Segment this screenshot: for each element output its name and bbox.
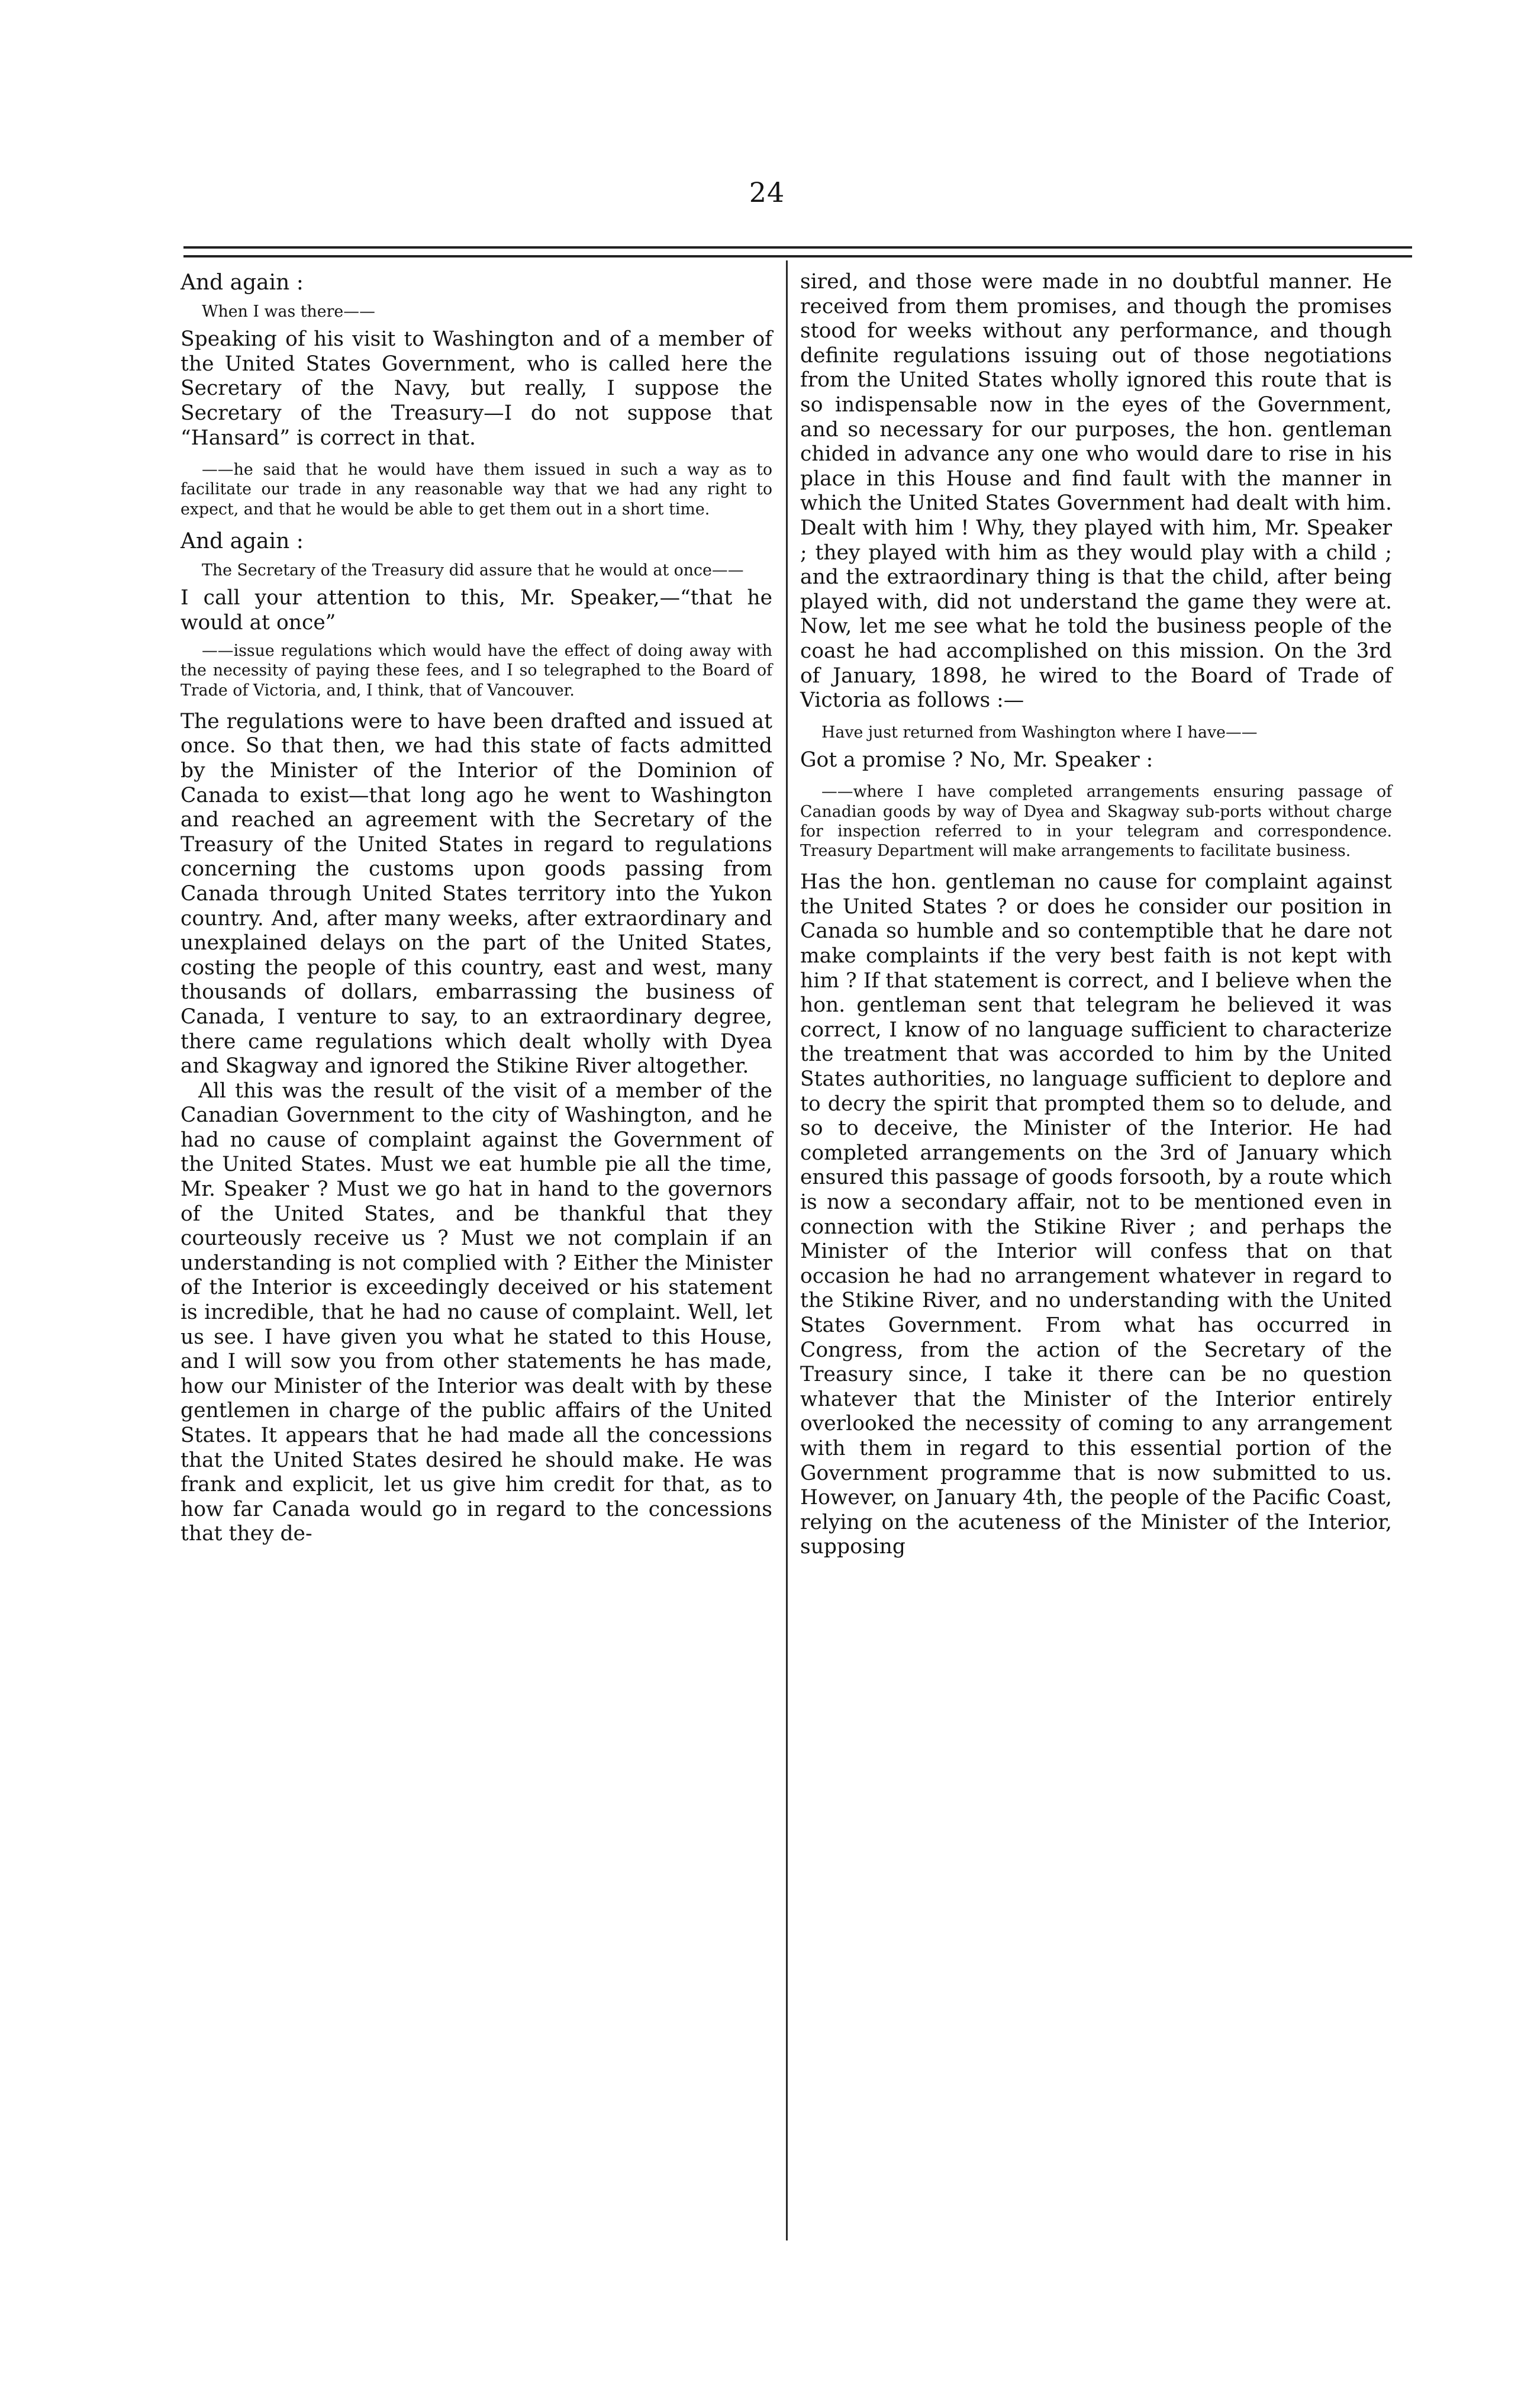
left-column [181,270,772,1547]
right-quote-completed-arrangements: ——where I have completed arrangements ensuring passage of Canadian goods by way of Dyea and Skagway sub-ports without charge for inspection referred to in your telegram and correspondence. Treasury Department will make arrangements to facilitate business. [800,783,1392,861]
left-quote-issued-in-such-a-way: ——he said that he would have them issued in such a way as to facilitate our trade in any reasonable way that we had any right to expect, and that he would be able to get them out in a short time. [181,461,772,519]
left-heading-and-again-1: And again : [181,271,304,295]
column-divider [786,260,788,2240]
header-rule-bottom [183,255,1412,257]
right-paragraph-has-the-hon-gentleman: Has the hon. gentleman no cause for complaint against the United States ? or does he consider our position in Canada so humble and so contemptible that he dare not make complaints if the very best faith is not kept with him ? If that statement is correct, and I believe when the hon. gentleman sent that telegram he believed it was correct, I know of no language sufficient to characterize the treatment that was accorded to him by the United States authorities, no language sufficient to deplore and to decry the spirit that prompted them so to delude, and so to deceive, the Minister of the Interior. He had completed arrangements on the 3rd of January which ensured this passage of goods forsooth, by a route which is now a secondary affair, not to be mentioned even in connection with the Stikine River ; and perhaps the Minister of the Interior will confess that on that occasion he had no arrangement whatever in regard to the Stikine River, and no understanding with the United States Government. From what has occurred in Congress, from the action of the Secretary of the Treasury since, I take it there can be no question whatever that the Minister of the Interior entirely overlooked the necessity of coming to any arrangement with them in regard to this essential portion of the Government programme that is now submitted to us. However, on January 4th, the people of the Pacific Coast, relying on the acuteness of the Minister of the Interior, supposing [800,870,1392,1559]
left-quote-issue-regulations: ——issue regulations which would have the effect of doing away with the necessity of paying these fees, and I so telegraphed to the Board of Trade of Victoria, and, I think, that of Vancouver. [181,642,772,700]
left-paragraph-call-your-attention: I call your attention to this, Mr. Speaker,—“that he would at once” [181,585,772,635]
right-quote-returned-from-washington: Have just returned from Washington where I have—— [821,723,1258,742]
header-rule-top [183,246,1412,249]
left-paragraph-all-this-was-the-result: All this was the result of the visit of a member of the Canadian Government to the city of Washington, and he had no cause of complaint against the Government of the United States. Must we eat humble pie all the time, Mr. Speaker ? Must we go hat in hand to the governors of the United States, and be thankful that they courteously receive us ? Must we not complain if an understanding is not complied with ? Either the Minister of the Interior is exceedingly deceived or his statement is incredible, that he had no cause of complaint. Well, let us see. I have given you what he stated to this House, and I will sow you from other statements he has made, how our Minister of the Interior was dealt with by these gentlemen in charge of the public affairs of the United States. It appears that he had made all the concessions that the United States desired he should make. He was frank and explicit, let us give him credit for that, as to how far Canada would go in regard to the concessions that they de- [181,1079,772,1546]
left-paragraph-regulations-drafted: The regulations were to have been drafted and issued at once. So that then, we had this state of facts admitted by the Minister of the Interior of the Dominion of Canada to exist—that long ago he went to Washington and reached an agreement with the Secretary of the Treasury of the United States in regard to regulations concerning the customs upon goods passing from Canada through United States territory into the Yukon country. And, after many weeks, after extraordinary and unexplained delays on the part of the United States, costing the people of this country, east and west, many thousands of dollars, embarrassing the business of Canada, I venture to say, to an extraordinary degree, there came regulations which dealt wholly with Dyea and Skagway and ignored the Stikine River altogether. [181,709,772,1079]
left-heading-and-again-2: And again : [181,529,304,553]
right-paragraph-got-a-promise: Got a promise ? No, Mr. Speaker : [800,748,1153,772]
right-paragraph-sired-and-those: sired, and those were made in no doubtful manner. He received from them promises, and though the promises stood for weeks without any performance, and though definite regulations issuing out of those negotiations from the United States wholly ignored this route that is so indispensable now in the eyes of the Government, and so necessary for our purposes, the hon. gentleman chided in advance any one who would dare to rise in his place in this House and find fault with the manner in which the United States Government had dealt with him. Dealt with him ! Why, they played with him, Mr. Speaker ; they played with him as they would play with a child ; and the extraordinary thing is that the child, after being played with, did not understand the game they were at. Now, let me see what he told the business people of the coast he had accomplished on this mission. On the 3rd of January, 1898, he wired to the Board of Trade of Victoria as follows :— [800,270,1392,713]
left-quote-when-i-was-there: When I was there—— [202,302,375,321]
page-number: 24 [749,176,785,208]
left-quote-secretary-of-treasury: The Secretary of the Treasury did assure that he would at once—— [202,561,744,580]
right-column [800,270,1392,1560]
left-paragraph-speaking-of-visit: Speaking of his visit to Washington and of a member of the United States Government, who is called here the Secretary of the Navy, but really, I suppose the Secretary of the Treasury—I do not suppose that “Hansard” is correct in that. [181,327,772,450]
